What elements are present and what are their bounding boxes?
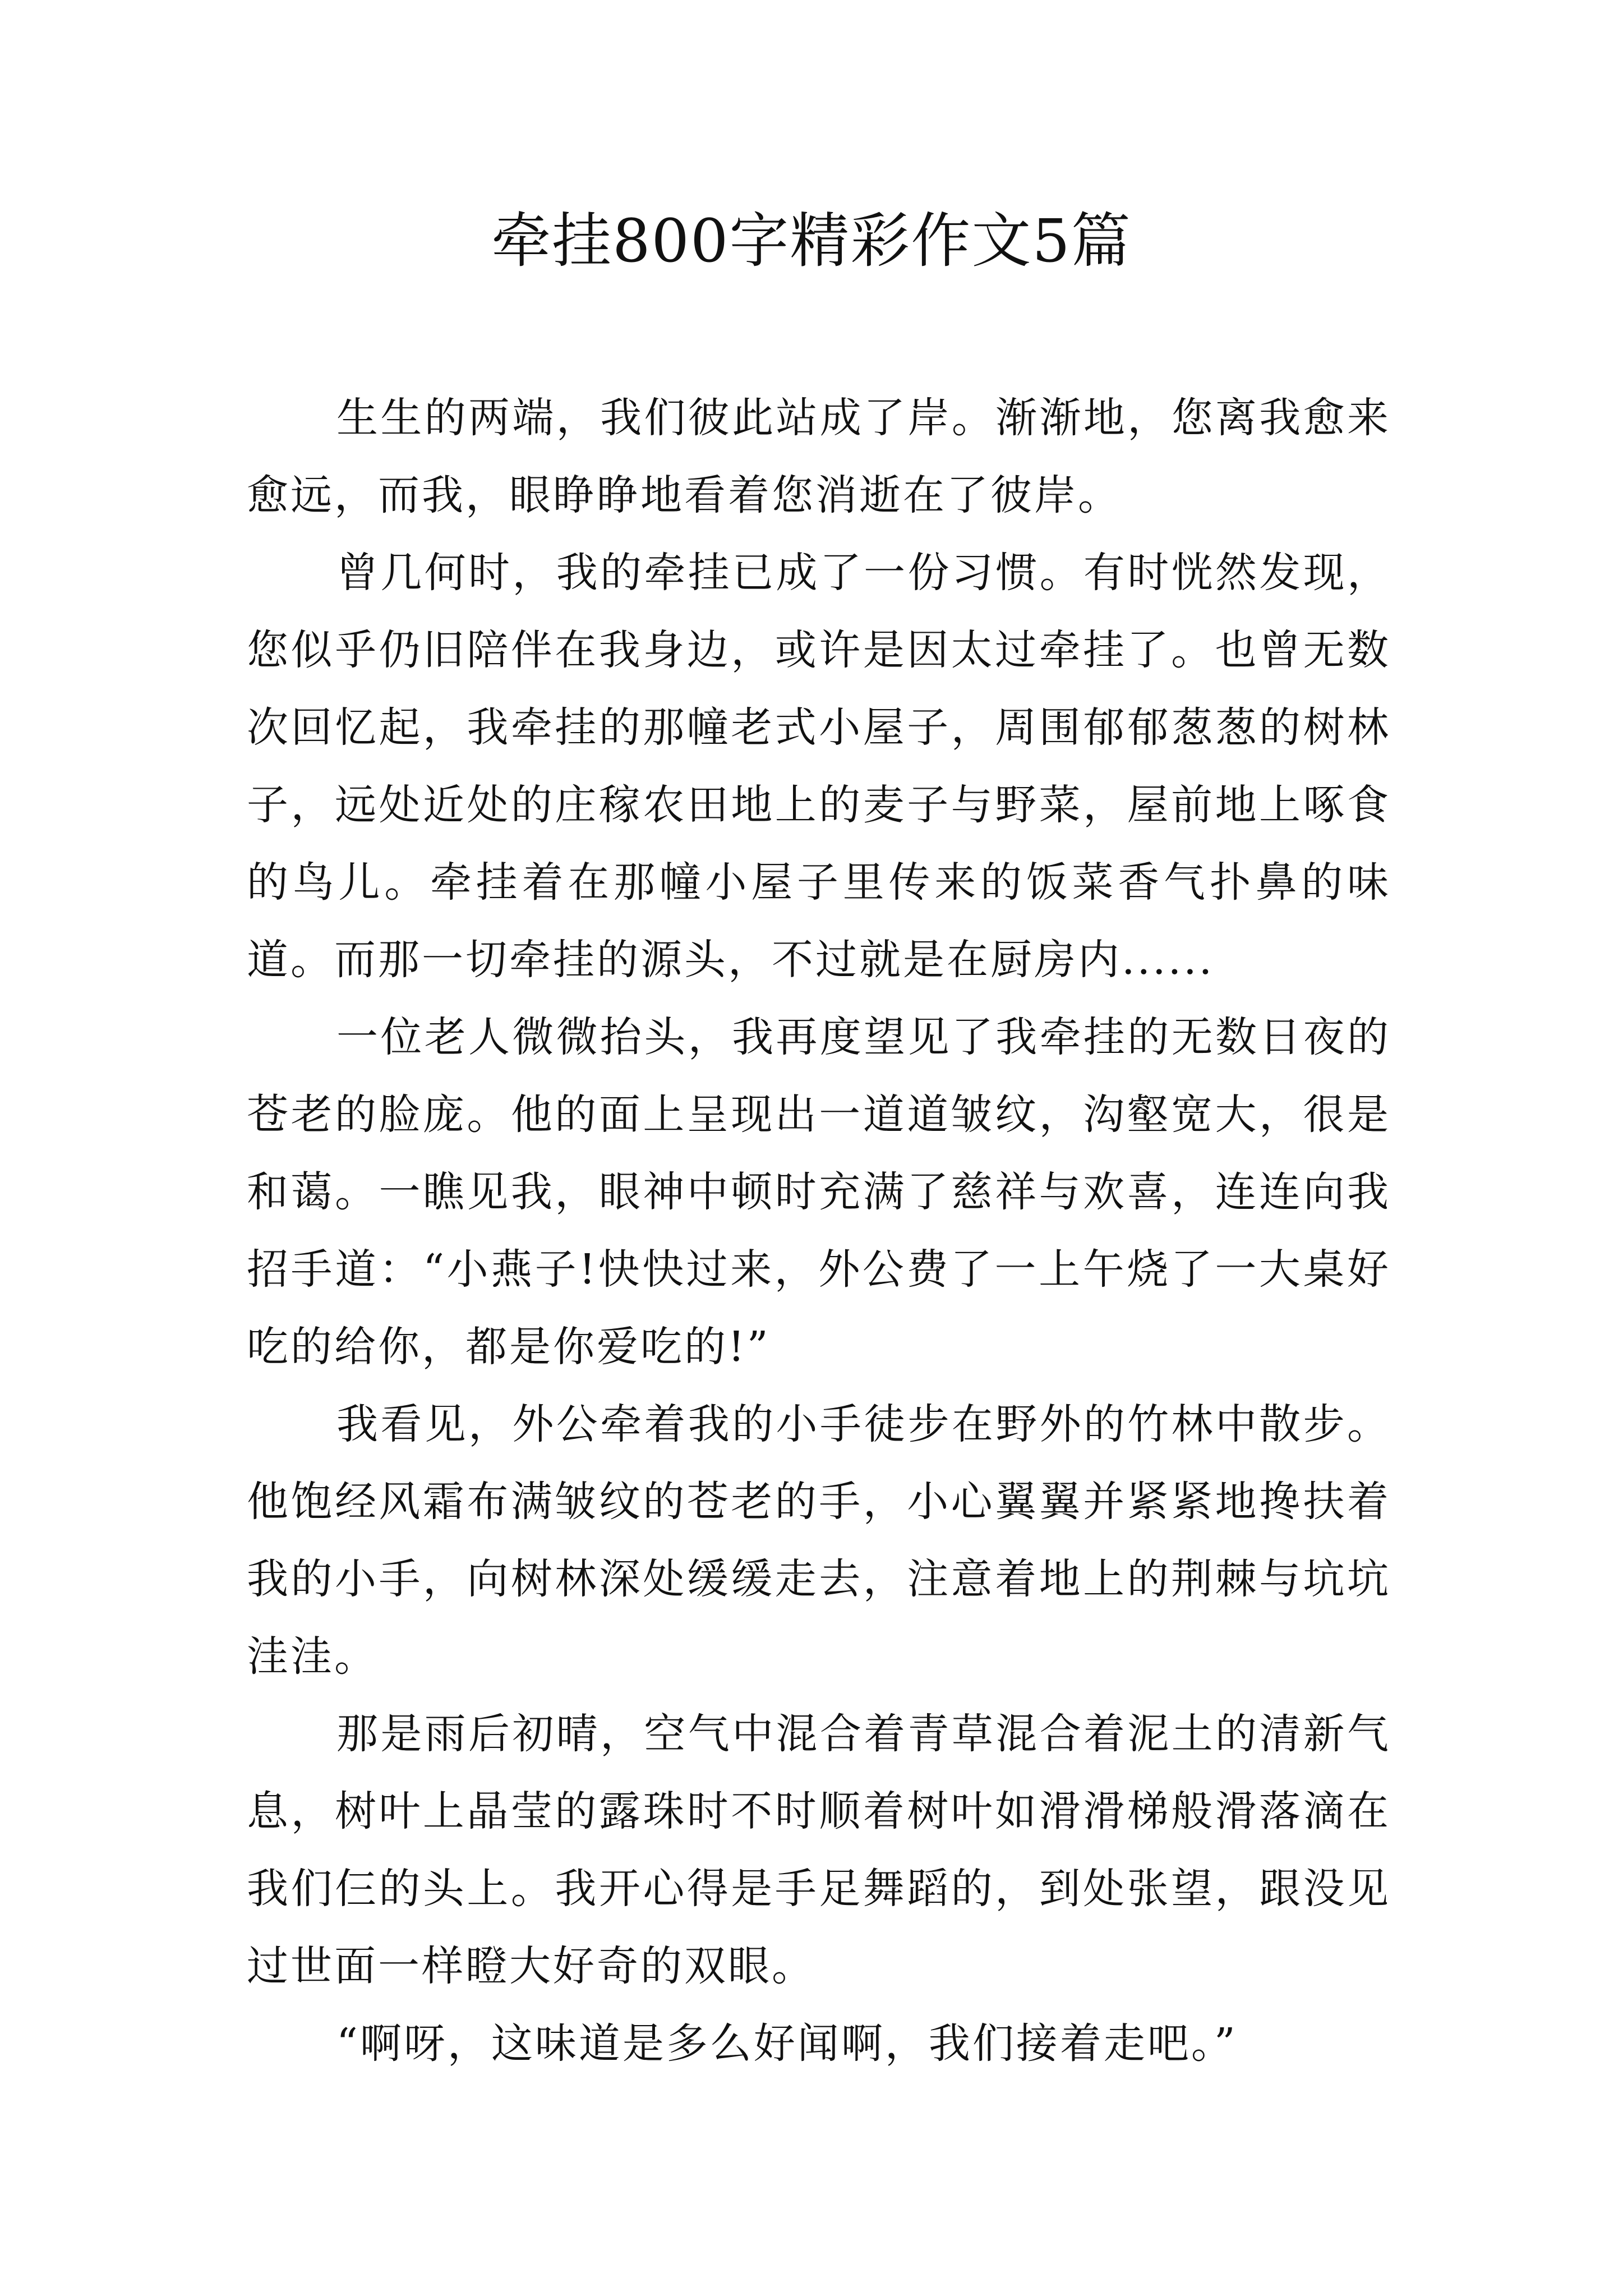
paragraph: 生生的两端，我们彼此站成了岸。渐渐地，您离我愈来愈远，而我，眼睁睁地看着您消逝在了彼岸。 bbox=[247, 394, 1391, 519]
paragraph: 一位老人微微抬头，我再度望见了我牵挂的无数日夜的苍老的脸庞。他的面上呈现出一道道皱纹，沟壑宽大，很是和蔼。一瞧见我，眼神中顿时充满了慈祥与欢喜，连连向我招手道：“小燕子!快快过来，外公费了一上午烧了一大桌好吃的给你，都是你爱吃的!” bbox=[247, 1013, 1391, 1371]
document-body bbox=[247, 379, 1391, 2082]
paragraph: 曾几何时，我的牵挂已成了一份习惯。有时恍然发现，您似乎仍旧陪伴在我身边，或许是因太过牵挂了。也曾无数次回忆起，我牵挂的那幢老式小屋子，周围郁郁葱葱的树林子，远处近处的庄稼农田地上的麦子与野菜，屋前地上啄食的鸟儿。牵挂着在那幢小屋子里传来的饭菜香气扑鼻的味道。而那一切牵挂的源头，不过就是在厨房内...... bbox=[247, 549, 1391, 984]
paragraph: “啊呀，这味道是多么好闻啊，我们接着走吧。” bbox=[336, 2019, 1238, 2068]
paragraph: 那是雨后初晴，空气中混合着青草混合着泥土的清新气息，树叶上晶莹的露珠时不时顺着树叶如滑滑梯般滑落滴在我们仨的头上。我开心得是手足舞蹈的，到处张望，跟没见过世面一样瞪大好奇的双眼。 bbox=[247, 1710, 1391, 1990]
paragraph: 我看见，外公牵着我的小手徒步在野外的竹林中散步。他饱经风霜布满皱纹的苍老的手，小心翼翼并紧紧地搀扶着我的小手，向树林深处缓缓走去，注意着地上的荆棘与坑坑洼洼。 bbox=[247, 1400, 1391, 1681]
document-title: 牵挂800字精彩作文5篇 bbox=[491, 206, 1132, 275]
